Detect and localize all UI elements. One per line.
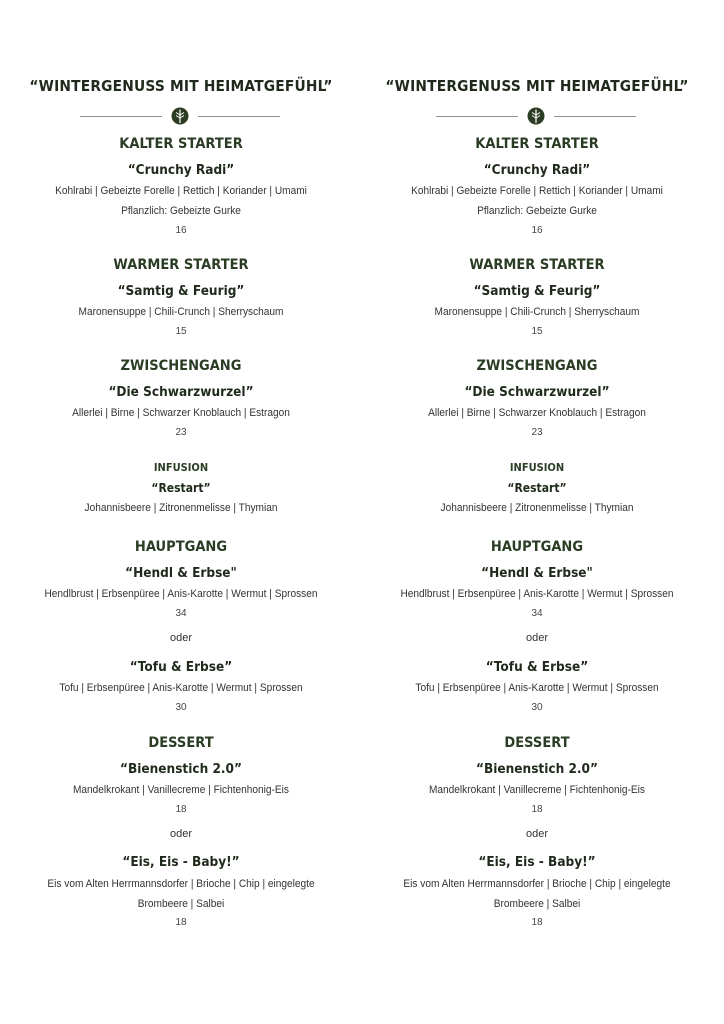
or-separator: oder — [169, 828, 193, 840]
course-heading-hauptgang: HAUPTGANG — [134, 539, 228, 555]
course-heading-infusion: INFUSION — [153, 461, 209, 474]
dish-description: Maronensuppe | Chili-Crunch | Sherryschaum — [434, 306, 640, 318]
divider-line — [436, 116, 518, 117]
dish-price: 30 — [531, 702, 543, 713]
course-heading-warmer-starter: WARMER STARTER — [469, 257, 605, 273]
dish-description: Eis vom Alten Herrmannsdorfer | Brioche | Chip | eingelegte — [47, 878, 315, 890]
dish-name: “Tofu & Erbse” — [485, 659, 589, 675]
menu-column-right — [356, 0, 718, 1024]
dish-price: 23 — [175, 427, 187, 438]
divider-line — [80, 116, 162, 117]
dish-name: “Bienenstich 2.0” — [119, 761, 242, 777]
dish-name: “Die Schwarzwurzel” — [464, 384, 610, 400]
dish-description: Allerlei | Birne | Schwarzer Knoblauch | Estragon — [72, 407, 290, 419]
dish-price: 18 — [531, 804, 543, 815]
course-heading-kalter-starter: KALTER STARTER — [119, 136, 243, 152]
course-heading-warmer-starter: WARMER STARTER — [113, 257, 249, 273]
dish-price: 23 — [531, 427, 543, 438]
dish-price: 18 — [175, 917, 187, 928]
dish-description: Eis vom Alten Herrmannsdorfer | Brioche | Chip | eingelegte — [403, 878, 671, 890]
dish-description: Allerlei | Birne | Schwarzer Knoblauch | Estragon — [428, 407, 646, 419]
dish-name: “Restart” — [507, 481, 567, 495]
course-heading-zwischengang: ZWISCHENGANG — [476, 358, 598, 374]
course-heading-hauptgang: HAUPTGANG — [490, 539, 584, 555]
dish-name: “Tofu & Erbse” — [129, 659, 233, 675]
dish-description: Hendlbrust | Erbsenpüree | Anis-Karotte | Wermut | Sprossen — [44, 588, 318, 600]
course-heading-kalter-starter: KALTER STARTER — [475, 136, 599, 152]
leaf-icon — [527, 107, 545, 125]
dish-description-vegan: Pflanzlich: Gebeizte Gurke — [121, 205, 241, 217]
dish-price: 16 — [175, 225, 187, 236]
dish-description: Mandelkrokant | Vanillecreme | Fichtenhonig-Eis — [72, 784, 289, 796]
dish-price: 15 — [175, 326, 187, 337]
menu-title: “WINTERGENUSS MIT HEIMATGEFÜHL” — [385, 77, 689, 95]
dish-name: “Crunchy Radi” — [483, 162, 591, 178]
or-separator: oder — [525, 828, 549, 840]
dish-description: Maronensuppe | Chili-Crunch | Sherryschaum — [78, 306, 284, 318]
dish-description-vegan: Pflanzlich: Gebeizte Gurke — [477, 205, 597, 217]
course-heading-zwischengang: ZWISCHENGANG — [120, 358, 242, 374]
dish-name: “Die Schwarzwurzel” — [108, 384, 254, 400]
dish-description: Johannisbeere | Zitronenmelisse | Thymian — [440, 502, 634, 514]
dish-description: Brombeere | Salbei — [493, 898, 581, 910]
dish-name: “Eis, Eis - Baby!” — [122, 854, 240, 870]
course-heading-dessert: DESSERT — [148, 735, 214, 751]
dish-price: 18 — [175, 804, 187, 815]
dish-description: Kohlrabi | Gebeizte Forelle | Rettich | Koriander | Umami — [411, 185, 663, 197]
dish-price: 18 — [531, 917, 543, 928]
menu-title: “WINTERGENUSS MIT HEIMATGEFÜHL” — [29, 77, 333, 95]
dish-name: “Hendl & Erbse" — [481, 565, 593, 581]
leaf-icon — [171, 107, 189, 125]
dish-description: Tofu | Erbsenpüree | Anis-Karotte | Wermut | Sprossen — [59, 682, 303, 694]
dish-name: “Crunchy Radi” — [127, 162, 235, 178]
dish-price: 15 — [531, 326, 543, 337]
course-heading-infusion: INFUSION — [509, 461, 565, 474]
title-divider — [436, 107, 636, 125]
dish-name: “Samtig & Feurig” — [473, 283, 601, 299]
dish-price: 34 — [175, 608, 187, 619]
or-separator: oder — [525, 632, 549, 644]
dish-price: 34 — [531, 608, 543, 619]
dish-price: 30 — [175, 702, 187, 713]
or-separator: oder — [169, 632, 193, 644]
dish-description: Hendlbrust | Erbsenpüree | Anis-Karotte | Wermut | Sprossen — [400, 588, 674, 600]
dish-description: Brombeere | Salbei — [137, 898, 225, 910]
course-heading-dessert: DESSERT — [504, 735, 570, 751]
dish-description: Tofu | Erbsenpüree | Anis-Karotte | Wermut | Sprossen — [415, 682, 659, 694]
dish-description: Kohlrabi | Gebeizte Forelle | Rettich | Koriander | Umami — [55, 185, 307, 197]
dish-name: “Hendl & Erbse" — [125, 565, 237, 581]
dish-description: Johannisbeere | Zitronenmelisse | Thymian — [84, 502, 278, 514]
divider-line — [554, 116, 636, 117]
dish-name: “Samtig & Feurig” — [117, 283, 245, 299]
dish-price: 16 — [531, 225, 543, 236]
title-divider — [80, 107, 280, 125]
divider-line — [198, 116, 280, 117]
dish-description: Mandelkrokant | Vanillecreme | Fichtenhonig-Eis — [428, 784, 645, 796]
dish-name: “Eis, Eis - Baby!” — [478, 854, 596, 870]
dish-name: “Bienenstich 2.0” — [475, 761, 598, 777]
dish-name: “Restart” — [151, 481, 211, 495]
